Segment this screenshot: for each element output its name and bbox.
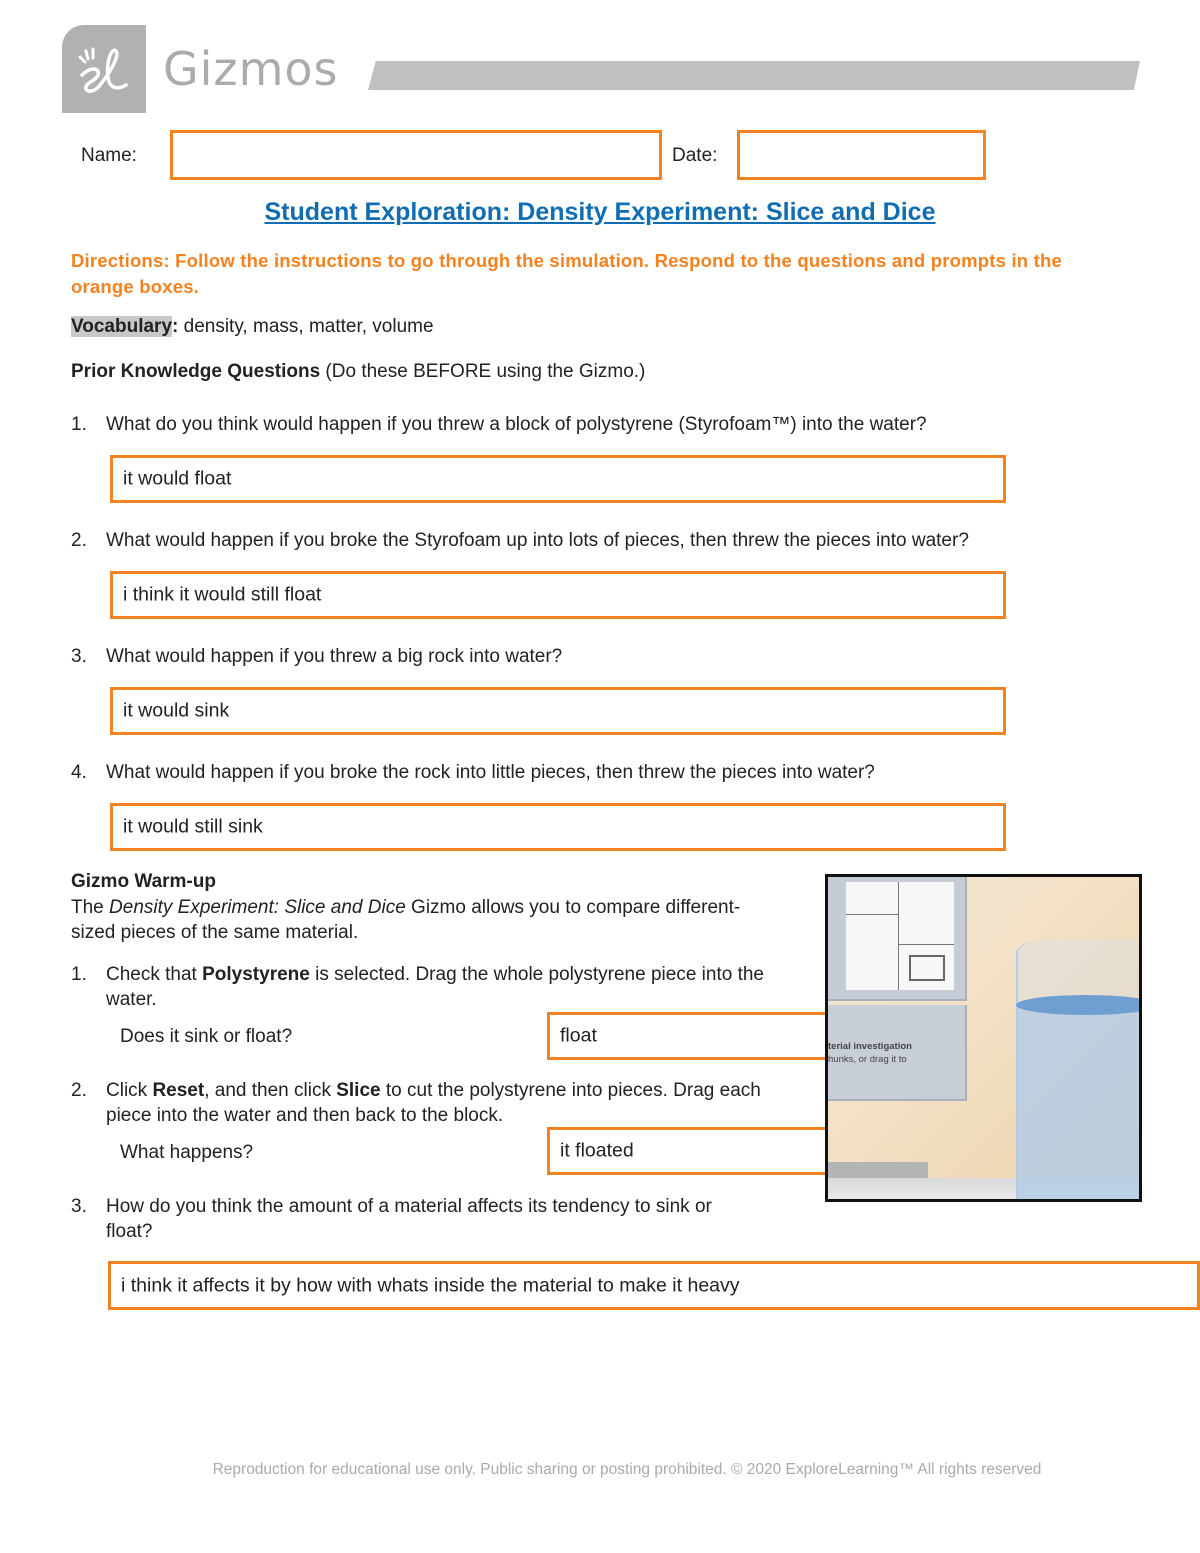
header-bar xyxy=(368,61,1140,90)
question-text: What would happen if you broke the rock into little pieces, then threw the pieces into water? xyxy=(106,762,875,783)
date-label: Date: xyxy=(672,145,718,166)
answer-text: it would still sink xyxy=(123,815,263,838)
small-piece xyxy=(909,955,945,981)
warmup-item-1 xyxy=(71,962,811,1012)
text-part: Check that xyxy=(106,964,203,985)
text-part: is selected. Drag the whole polystyrene piece into the water. xyxy=(106,964,764,1010)
prior-knowledge-note: (Do these BEFORE using the Gizmo.) xyxy=(320,361,646,382)
answer-box-3[interactable] xyxy=(110,687,1006,735)
text-part: , and then click xyxy=(204,1080,337,1101)
water xyxy=(1016,1003,1142,1202)
item-number: 2. xyxy=(71,1080,87,1101)
question-number: 3. xyxy=(71,646,87,667)
footer-copyright: Reproduction for educational use only. Public sharing or posting prohibited. © 2020 ExploreLearning™ All rights reserved xyxy=(212,1461,1042,1478)
warmup-item-3 xyxy=(71,1194,731,1244)
date-field[interactable] xyxy=(737,130,986,180)
question-2 xyxy=(71,530,969,552)
gizmo-name: Density Experiment: Slice and Dice xyxy=(109,897,406,918)
answer-box-2[interactable] xyxy=(110,571,1006,619)
material-panel xyxy=(828,877,967,1001)
prior-knowledge-heading xyxy=(71,361,645,383)
intro-text: The xyxy=(71,897,110,918)
warmup-answer-box-1[interactable] xyxy=(547,1012,847,1060)
text-part: Click xyxy=(106,1080,153,1101)
intro-text: Gizmo allows you to compare different-sized pieces of the same material. xyxy=(71,897,741,943)
logo-tile xyxy=(62,25,146,113)
answer-text: i think it affects it by how with whats inside the material to make it heavy xyxy=(121,1274,740,1296)
vocabulary-colon: : xyxy=(172,316,179,337)
item-text: How do you think the amount of a material affects its tendency to sink or float? xyxy=(106,1196,712,1242)
vocabulary-label: Vocabulary xyxy=(71,316,173,337)
polystyrene-keyword: Polystyrene xyxy=(202,964,310,985)
explorelearning-el-logo-icon xyxy=(76,45,134,95)
prior-knowledge-title: Prior Knowledge Questions xyxy=(71,361,321,382)
caption-line: hunks, or drag it to xyxy=(828,1054,907,1065)
vocabulary xyxy=(71,316,434,338)
warmup-item-2 xyxy=(71,1078,811,1128)
polystyrene-block xyxy=(846,882,954,990)
question-3 xyxy=(71,646,562,668)
reset-keyword: Reset xyxy=(152,1080,205,1101)
warmup-prompt-1: Does it sink or float? xyxy=(120,1026,293,1047)
gizmo-screenshot xyxy=(825,874,1142,1202)
answer-box-1[interactable] xyxy=(110,455,1006,503)
question-number: 1. xyxy=(71,414,87,435)
slice-keyword: Slice xyxy=(336,1080,381,1101)
question-4 xyxy=(71,762,875,784)
question-text: What would happen if you broke the Styrofoam up into lots of pieces, then threw the pieces into water? xyxy=(106,530,969,551)
instruction-panel xyxy=(828,1005,967,1101)
answer-text: it would float xyxy=(123,467,232,490)
question-number: 2. xyxy=(71,530,87,551)
warmup-answer-box-2[interactable] xyxy=(547,1127,847,1175)
caption-line: terial investigation xyxy=(828,1041,912,1052)
answer-text: i think it would still float xyxy=(123,583,322,606)
vocabulary-terms: density, mass, matter, volume xyxy=(178,316,434,337)
name-field[interactable] xyxy=(170,130,662,180)
item-number: 3. xyxy=(71,1196,87,1217)
answer-text: it floated xyxy=(560,1139,634,1162)
text-part: to cut the polystyrene into pieces. Drag each piece into the water and then back to the block. xyxy=(106,1080,761,1126)
warmup-intro xyxy=(71,895,771,945)
name-label: Name: xyxy=(81,145,137,166)
answer-text: it would sink xyxy=(123,699,230,722)
question-text: What would happen if you threw a big rock into water? xyxy=(106,646,563,667)
item-number: 1. xyxy=(71,964,87,985)
item-text xyxy=(106,1078,811,1128)
answer-text: float xyxy=(560,1024,597,1047)
directions: Directions: Follow the instructions to go through the simulation. Respond to the questions and prompts in the orange boxes. xyxy=(71,250,1062,297)
page-title: Student Exploration: Density Experiment: Slice and Dice xyxy=(264,198,936,226)
question-number: 4. xyxy=(71,762,87,783)
warmup-heading: Gizmo Warm-up xyxy=(71,871,216,892)
item-text xyxy=(106,962,811,1012)
brand-name: Gizmos xyxy=(163,42,339,96)
answer-box-4[interactable] xyxy=(110,803,1006,851)
warmup-answer-box-3[interactable] xyxy=(108,1261,1200,1310)
question-1 xyxy=(71,414,927,436)
warmup-prompt-2: What happens? xyxy=(120,1142,254,1163)
shelf xyxy=(828,1162,928,1178)
question-text: What do you think would happen if you threw a block of polystyrene (Styrofoam™) into the water? xyxy=(106,414,927,435)
